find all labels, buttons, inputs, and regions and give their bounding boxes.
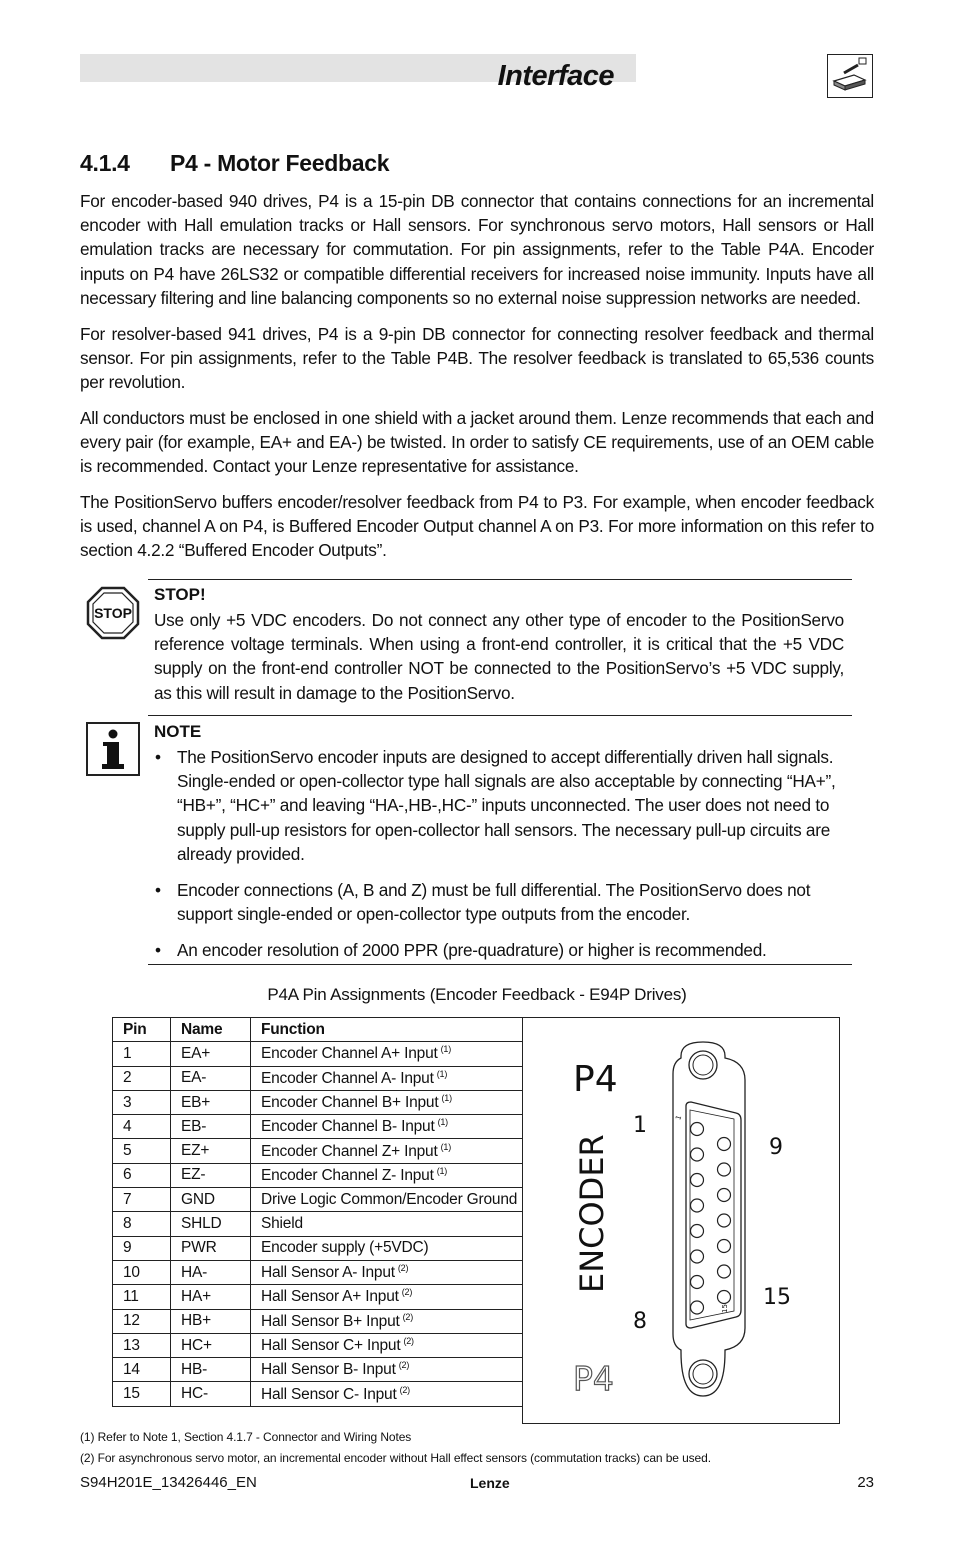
name-cell-text: EB+ bbox=[181, 1093, 211, 1111]
connector-pin bbox=[718, 1163, 731, 1176]
footnote-ref: (2) bbox=[401, 1287, 413, 1298]
pin-cell bbox=[113, 1042, 171, 1066]
connector-pin bbox=[718, 1189, 731, 1202]
name-cell-text: HC+ bbox=[181, 1336, 212, 1354]
pin-cell-text: 5 bbox=[123, 1142, 132, 1160]
name-cell bbox=[171, 1042, 251, 1066]
function-cell bbox=[251, 1285, 523, 1309]
pin-cell-text: 14 bbox=[123, 1360, 140, 1378]
table-row bbox=[113, 1236, 523, 1260]
note-bullet-text: The PositionServo encoder inputs are designed to accept differentially driven hall signals. Single-ended or open-collector type hall signals are also acceptable by connecting “HA+”, “HB+”, “HC+” and leaving “HA-,HB-,HC-” inputs unconnected. The user does not need to supply pull-up resistors for open-collector hall sensors. The necessary pull-up circuits are already provided. bbox=[177, 747, 836, 864]
pin-cell-text: 8 bbox=[123, 1215, 132, 1233]
name-cell-text: PWR bbox=[181, 1239, 217, 1257]
header-icon bbox=[827, 54, 873, 98]
paragraph-3: All conductors must be enclosed in one shield with a jacket around them. Lenze recommends that each and every pair (for example, EA+ and EA-) be twisted. In order to satisfy CE requirements, use of an OEM cable is recommended. Contact your Lenze representative for assistance. bbox=[80, 408, 874, 477]
pin-cell-text: 15 bbox=[123, 1385, 140, 1403]
note-title: NOTE bbox=[154, 722, 202, 741]
function-cell bbox=[251, 1333, 523, 1357]
footnote-ref: (2) bbox=[398, 1360, 410, 1371]
stop-top-rule bbox=[148, 579, 852, 580]
paragraph-4: The PositionServo buffers encoder/resolver feedback from P4 to P3. For example, when encoder feedback is used, channel A on P4, is Buffered Encoder Output channel A on P3. For more information on this refer to section 4.2.2 “Buffered Encoder Outputs”. bbox=[80, 492, 874, 561]
diagram-connector-label: P4 bbox=[573, 1059, 618, 1100]
bullet-dot: • bbox=[155, 940, 161, 960]
connector-pin bbox=[691, 1301, 704, 1314]
name-cell bbox=[171, 1309, 251, 1333]
pin-cell-text: 10 bbox=[123, 1263, 140, 1281]
pin-cell bbox=[113, 1212, 171, 1236]
function-cell-text: Encoder Channel A+ Input bbox=[261, 1045, 438, 1063]
table-row bbox=[113, 1139, 523, 1163]
diagram-vertical-label: ENCODER bbox=[573, 1134, 611, 1293]
footer-brand: Lenze bbox=[470, 1475, 510, 1491]
table-row bbox=[113, 1115, 523, 1139]
table-caption: P4A Pin Assignments (Encoder Feedback - E94P Drives) bbox=[267, 985, 687, 1004]
footer-doc-id: S94H201E_13426446_EN bbox=[80, 1474, 257, 1491]
function-cell bbox=[251, 1115, 523, 1139]
function-cell bbox=[251, 1309, 523, 1333]
name-cell-text: EA+ bbox=[181, 1044, 211, 1062]
table-header-row bbox=[113, 1018, 523, 1042]
function-cell-text: Hall Sensor B- Input bbox=[261, 1361, 396, 1379]
pin-cell-text: 2 bbox=[123, 1069, 132, 1087]
function-cell bbox=[251, 1163, 523, 1187]
paragraph-1: For encoder-based 940 drives, P4 is a 15-pin DB connector that contains connections for an incremental encoder with Hall emulation tracks or Hall sensors. For synchronous servo motors, Hall sensors or Hall emulation tracks are necessary for commutation. For pin assignments, refer to the Table P4A. Encoder inputs on P4 have 26LS32 or compatible differential receivers for increased noise immunity. Inputs have all necessary filtering and line balancing components so no external noise suppression networks are needed. bbox=[80, 191, 874, 308]
stop-sign-label: STOP bbox=[94, 605, 132, 621]
function-cell-text: Drive Logic Common/Encoder Ground bbox=[261, 1190, 518, 1208]
pin-label-last-row1: 8 bbox=[633, 1309, 647, 1334]
table-row bbox=[113, 1358, 523, 1382]
name-cell-text: HB- bbox=[181, 1360, 208, 1378]
pin-cell-text: 7 bbox=[123, 1190, 132, 1208]
name-cell-text: SHLD bbox=[181, 1215, 222, 1233]
pin-cell-text: 6 bbox=[123, 1166, 132, 1184]
function-cell-text: Encoder Channel A- Input bbox=[261, 1069, 434, 1087]
info-icon bbox=[86, 722, 140, 781]
pin-cell bbox=[113, 1382, 171, 1406]
footnote-ref: (2) bbox=[397, 1263, 409, 1274]
footnote-2: (2) For asynchronous servo motor, an incremental encoder without Hall effect sensors (commutation tracks) can be used. bbox=[80, 1451, 711, 1465]
function-cell bbox=[251, 1042, 523, 1066]
bullet-dot: • bbox=[155, 880, 161, 900]
pin-cell bbox=[113, 1260, 171, 1284]
footer-page-number: 23 bbox=[857, 1474, 874, 1491]
table-row bbox=[113, 1260, 523, 1284]
name-cell bbox=[171, 1333, 251, 1357]
footnote-ref: (2) bbox=[402, 1311, 414, 1322]
connector-pin bbox=[718, 1214, 731, 1227]
function-cell-text: Hall Sensor C- Input bbox=[261, 1385, 397, 1403]
name-cell bbox=[171, 1090, 251, 1114]
pin-cell bbox=[113, 1066, 171, 1090]
function-cell bbox=[251, 1066, 523, 1090]
pin-cell-text: 1 bbox=[123, 1044, 132, 1062]
function-cell bbox=[251, 1382, 523, 1406]
function-cell-text: Hall Sensor C+ Input bbox=[261, 1337, 401, 1354]
pin-cell-text: 12 bbox=[123, 1312, 140, 1330]
pin-cell bbox=[113, 1163, 171, 1187]
pin-cell bbox=[113, 1236, 171, 1260]
pin-label-first: 1 bbox=[633, 1113, 647, 1138]
table-row bbox=[113, 1188, 523, 1212]
name-cell bbox=[171, 1139, 251, 1163]
note-bullet-2 bbox=[155, 878, 837, 926]
footnote-ref: (2) bbox=[403, 1336, 414, 1346]
function-cell-text: Hall Sensor A+ Input bbox=[261, 1288, 399, 1306]
column-header-pin: Pin bbox=[113, 1018, 171, 1042]
note-top-rule bbox=[148, 715, 852, 716]
column-header-name: Name bbox=[171, 1018, 251, 1042]
name-cell bbox=[171, 1236, 251, 1260]
mounting-hole-top-inner bbox=[693, 1055, 713, 1075]
name-cell-text: HA- bbox=[181, 1263, 208, 1281]
connector-pin bbox=[691, 1199, 704, 1212]
table-row bbox=[113, 1042, 523, 1066]
name-cell bbox=[171, 1188, 251, 1212]
name-cell-text: GND bbox=[181, 1190, 215, 1208]
pin-cell bbox=[113, 1115, 171, 1139]
function-cell-text: Hall Sensor A- Input bbox=[261, 1264, 395, 1282]
note-bullet-3 bbox=[155, 938, 837, 962]
pin-cell bbox=[113, 1090, 171, 1114]
function-cell bbox=[251, 1090, 523, 1114]
section-heading: P4 - Motor Feedback bbox=[170, 150, 390, 176]
footnote-ref: (1) bbox=[441, 1093, 452, 1104]
pin-cell-text: 9 bbox=[123, 1239, 132, 1257]
function-cell-text: Encoder Channel B+ Input bbox=[261, 1094, 439, 1112]
name-cell bbox=[171, 1358, 251, 1382]
name-cell bbox=[171, 1285, 251, 1309]
table-body bbox=[113, 1042, 523, 1406]
connector-pin bbox=[718, 1265, 731, 1278]
connector-diagram bbox=[522, 1017, 840, 1424]
pin-cell bbox=[113, 1139, 171, 1163]
function-cell-text: Shield bbox=[261, 1215, 303, 1233]
function-cell bbox=[251, 1260, 523, 1284]
name-cell-text: EZ- bbox=[181, 1166, 206, 1184]
function-cell bbox=[251, 1358, 523, 1382]
column-header-function: Function bbox=[251, 1018, 523, 1042]
footnote-ref: (1) bbox=[436, 1068, 448, 1079]
function-cell bbox=[251, 1236, 523, 1260]
section-number: 4.1.4 bbox=[80, 150, 130, 176]
pin-cell-text: 3 bbox=[123, 1093, 132, 1111]
table-row bbox=[113, 1090, 523, 1114]
page-header-title: Interface bbox=[497, 60, 614, 92]
footnote-ref: (1) bbox=[440, 1044, 452, 1055]
function-cell bbox=[251, 1188, 523, 1212]
name-cell-text: HC- bbox=[181, 1385, 208, 1403]
stop-text: Use only +5 VDC encoders. Do not connect any other type of encoder to the PositionServo reference voltage terminals. When using a front-end controller, it is critical that the +5 VDC supply on the front-end controller NOT be connected to the PositionServo’s +5 VDC supply, as this will result in damage to the PositionServo. bbox=[154, 610, 844, 703]
pin-label-last: 15 bbox=[763, 1285, 791, 1310]
connector-pin bbox=[691, 1250, 704, 1263]
table-row bbox=[113, 1333, 523, 1357]
function-cell-text: Encoder Channel Z+ Input bbox=[261, 1142, 438, 1160]
function-cell-text: Encoder supply (+5VDC) bbox=[261, 1239, 429, 1257]
table-row bbox=[113, 1382, 523, 1406]
pin-assignment-table bbox=[112, 1017, 523, 1407]
note-bullet-text: An encoder resolution of 2000 PPR (pre-quadrature) or higher is recommended. bbox=[177, 940, 767, 960]
bullet-dot: • bbox=[155, 747, 161, 767]
connector-pin bbox=[718, 1138, 731, 1151]
pin-cell bbox=[113, 1188, 171, 1212]
diagram-outline-label: P4 bbox=[573, 1359, 614, 1398]
connector-pin bbox=[691, 1123, 704, 1136]
table-row bbox=[113, 1285, 523, 1309]
pin-cell bbox=[113, 1285, 171, 1309]
pin-cell bbox=[113, 1358, 171, 1382]
name-cell-text: HA+ bbox=[181, 1287, 211, 1305]
note-bottom-rule bbox=[148, 964, 852, 965]
name-cell bbox=[171, 1163, 251, 1187]
stop-title: STOP! bbox=[154, 585, 206, 604]
name-cell bbox=[171, 1260, 251, 1284]
paragraph-2: For resolver-based 941 drives, P4 is a 9-pin DB connector for connecting resolver feedback and thermal sensor. For pin assignments, refer to the Table P4B. The resolver feedback is translated to 65,536 counts per revolution. bbox=[80, 324, 874, 393]
function-cell-text: Encoder Channel Z- Input bbox=[261, 1166, 434, 1184]
footnote-ref: (1) bbox=[436, 1165, 448, 1176]
connector-pin bbox=[691, 1148, 704, 1161]
table-row bbox=[113, 1309, 523, 1333]
mounting-hole-bottom-inner bbox=[693, 1364, 713, 1384]
connector-pin bbox=[718, 1240, 731, 1253]
name-cell bbox=[171, 1115, 251, 1139]
connector-pin bbox=[691, 1174, 704, 1187]
function-cell bbox=[251, 1212, 523, 1236]
note-bullet-1 bbox=[155, 745, 837, 866]
name-cell bbox=[171, 1066, 251, 1090]
name-cell-text: HB+ bbox=[181, 1312, 211, 1330]
table-row bbox=[113, 1066, 523, 1090]
connector-pins bbox=[691, 1123, 731, 1315]
function-cell-text: Encoder Channel B- Input bbox=[261, 1118, 435, 1136]
name-cell-text: EA- bbox=[181, 1069, 207, 1087]
name-cell bbox=[171, 1212, 251, 1236]
name-cell bbox=[171, 1382, 251, 1406]
connector-pin bbox=[691, 1225, 704, 1238]
section-title bbox=[80, 150, 389, 177]
pin-cell-text: 13 bbox=[123, 1336, 140, 1354]
pin-label-first-row2: 9 bbox=[769, 1135, 783, 1160]
footnote-ref: (1) bbox=[437, 1117, 448, 1128]
stop-sign-icon bbox=[86, 586, 140, 645]
tiny-pin-15-label: 15 bbox=[721, 1304, 729, 1313]
footnote-1: (1) Refer to Note 1, Section 4.1.7 - Connector and Wiring Notes bbox=[80, 1430, 412, 1444]
connector-pin bbox=[718, 1291, 731, 1304]
function-cell bbox=[251, 1139, 523, 1163]
pin-cell bbox=[113, 1333, 171, 1357]
note-bullet-text: Encoder connections (A, B and Z) must be full differential. The PositionServo does not support single-ended or open-collector type outputs from the encoder. bbox=[177, 880, 811, 925]
name-cell-text: EB- bbox=[181, 1117, 207, 1135]
pin-cell bbox=[113, 1309, 171, 1333]
footnote-ref: (1) bbox=[440, 1141, 451, 1152]
table-row bbox=[113, 1163, 523, 1187]
pin-cell-text: 11 bbox=[123, 1287, 139, 1305]
name-cell-text: EZ+ bbox=[181, 1142, 210, 1160]
tiny-pin-1-label: 1 bbox=[674, 1114, 684, 1122]
pin-cell-text: 4 bbox=[123, 1117, 132, 1135]
function-cell-text: Hall Sensor B+ Input bbox=[261, 1312, 400, 1330]
connector-pin bbox=[691, 1276, 704, 1289]
table-row bbox=[113, 1212, 523, 1236]
footnote-ref: (2) bbox=[399, 1384, 410, 1395]
connector-d-shell bbox=[686, 1102, 741, 1328]
